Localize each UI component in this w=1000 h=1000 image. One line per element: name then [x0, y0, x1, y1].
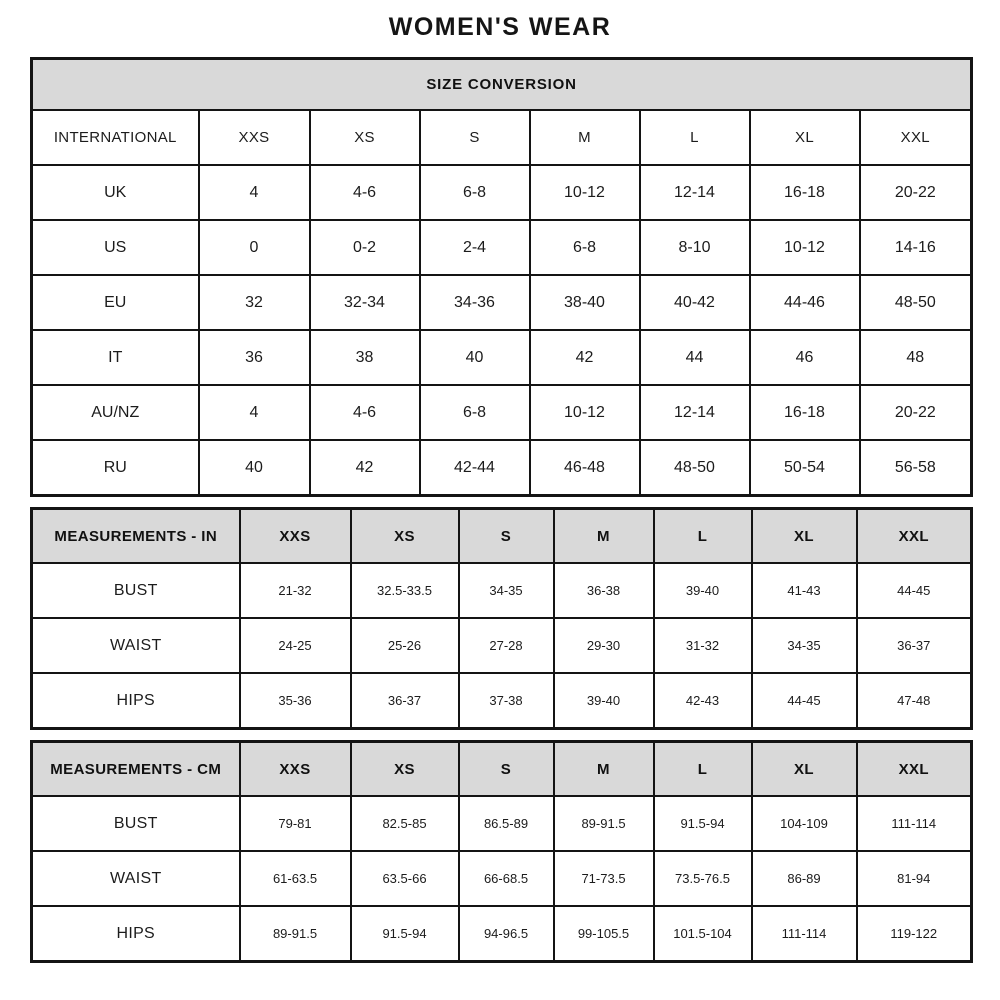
table-cell: 16-18 [750, 165, 860, 220]
table-cell: 4 [199, 385, 310, 440]
table-cell: 40 [199, 440, 310, 496]
table-cell: 94-96.5 [459, 906, 554, 962]
table-cell: 46 [750, 330, 860, 385]
table-cell: 42 [310, 440, 420, 496]
table-cell: 36-37 [857, 618, 972, 673]
table-cell: 12-14 [640, 385, 750, 440]
table-row [32, 796, 972, 851]
table-row [32, 330, 972, 385]
table-cell: 44-46 [750, 275, 860, 330]
table-cell: 27-28 [459, 618, 554, 673]
table-cell: 119-122 [857, 906, 972, 962]
table-cell: 44 [640, 330, 750, 385]
row-label: AU/NZ [32, 385, 199, 440]
table-header-label: MEASUREMENTS - CM [32, 742, 240, 797]
page-title: WOMEN'S WEAR [388, 13, 612, 41]
table-cell: 66-68.5 [459, 851, 554, 906]
table-banner-row [32, 59, 972, 111]
table-cell: 82.5-85 [351, 796, 459, 851]
size-column-header: XXL [857, 742, 972, 797]
table-cell: 89-91.5 [554, 796, 654, 851]
table-cell: 20-22 [860, 165, 972, 220]
table-cell: 32.5-33.5 [351, 563, 459, 618]
table-cell: 25-26 [351, 618, 459, 673]
table-cell: 37-38 [459, 673, 554, 729]
column-header: XL [750, 110, 860, 165]
table-cell: 41-43 [752, 563, 857, 618]
table-row [32, 275, 972, 330]
table-cell: 32-34 [310, 275, 420, 330]
table-cell: 46-48 [530, 440, 640, 496]
row-label: US [32, 220, 199, 275]
table-cell: 35-36 [240, 673, 351, 729]
table-cell: 99-105.5 [554, 906, 654, 962]
table-cell: 61-63.5 [240, 851, 351, 906]
table-cell: 63.5-66 [351, 851, 459, 906]
table-cell: 111-114 [857, 796, 972, 851]
size-column-header: XXL [857, 509, 972, 564]
table-cell: 44-45 [857, 563, 972, 618]
measurements-in-table [30, 507, 973, 730]
size-column-header: S [459, 742, 554, 797]
column-header-row [32, 110, 972, 165]
row-label: HIPS [32, 673, 240, 729]
table-banner: SIZE CONVERSION [32, 59, 972, 111]
row-label: HIPS [32, 906, 240, 962]
table-cell: 48-50 [640, 440, 750, 496]
table-row [32, 165, 972, 220]
table-cell: 48-50 [860, 275, 972, 330]
table-cell: 20-22 [860, 385, 972, 440]
table-cell: 6-8 [420, 165, 530, 220]
size-column-header: XS [351, 742, 459, 797]
size-column-header: XL [752, 742, 857, 797]
table-cell: 6-8 [530, 220, 640, 275]
table-header-row [32, 509, 972, 564]
table-cell: 86-89 [752, 851, 857, 906]
table-cell: 34-36 [420, 275, 530, 330]
size-column-header: XS [351, 509, 459, 564]
column-header: L [640, 110, 750, 165]
table-cell: 34-35 [459, 563, 554, 618]
table-row [32, 618, 972, 673]
column-header: INTERNATIONAL [32, 110, 199, 165]
row-label: IT [32, 330, 199, 385]
table-cell: 8-10 [640, 220, 750, 275]
table-row [32, 385, 972, 440]
row-label: RU [32, 440, 199, 496]
table-row [32, 563, 972, 618]
column-header: XXL [860, 110, 972, 165]
size-column-header: L [654, 509, 752, 564]
table-cell: 34-35 [752, 618, 857, 673]
table-cell: 48 [860, 330, 972, 385]
table-cell: 56-58 [860, 440, 972, 496]
table-cell: 31-32 [654, 618, 752, 673]
table-cell: 71-73.5 [554, 851, 654, 906]
table-header-label: MEASUREMENTS - IN [32, 509, 240, 564]
table-cell: 40 [420, 330, 530, 385]
table-cell: 81-94 [857, 851, 972, 906]
table-cell: 73.5-76.5 [654, 851, 752, 906]
column-header: XS [310, 110, 420, 165]
table-cell: 44-45 [752, 673, 857, 729]
table-header-row [32, 742, 972, 797]
table-cell: 38-40 [530, 275, 640, 330]
row-label: BUST [32, 563, 240, 618]
table-cell: 16-18 [750, 385, 860, 440]
table-row [32, 440, 972, 496]
table-cell: 91.5-94 [351, 906, 459, 962]
table-cell: 40-42 [640, 275, 750, 330]
table-cell: 111-114 [752, 906, 857, 962]
table-cell: 36-37 [351, 673, 459, 729]
size-conversion-table [30, 57, 973, 497]
measurements-cm-table [30, 740, 973, 963]
table-cell: 32 [199, 275, 310, 330]
row-label: EU [32, 275, 199, 330]
table-cell: 39-40 [654, 563, 752, 618]
table-cell: 36-38 [554, 563, 654, 618]
table-cell: 42 [530, 330, 640, 385]
column-header: XXS [199, 110, 310, 165]
size-column-header: XL [752, 509, 857, 564]
table-row [32, 220, 972, 275]
table-cell: 24-25 [240, 618, 351, 673]
table-cell: 10-12 [530, 385, 640, 440]
table-cell: 4-6 [310, 385, 420, 440]
table-cell: 42-43 [654, 673, 752, 729]
table-cell: 42-44 [420, 440, 530, 496]
size-column-header: XXS [240, 509, 351, 564]
table-cell: 47-48 [857, 673, 972, 729]
table-cell: 10-12 [530, 165, 640, 220]
row-label: UK [32, 165, 199, 220]
size-column-header: M [554, 509, 654, 564]
row-label: BUST [32, 796, 240, 851]
size-column-header: XXS [240, 742, 351, 797]
table-cell: 101.5-104 [654, 906, 752, 962]
table-cell: 91.5-94 [654, 796, 752, 851]
table-cell: 6-8 [420, 385, 530, 440]
table-row [32, 906, 972, 962]
table-cell: 0-2 [310, 220, 420, 275]
column-header: M [530, 110, 640, 165]
table-cell: 4-6 [310, 165, 420, 220]
table-cell: 50-54 [750, 440, 860, 496]
row-label: WAIST [32, 618, 240, 673]
table-row [32, 851, 972, 906]
table-cell: 4 [199, 165, 310, 220]
table-cell: 89-91.5 [240, 906, 351, 962]
table-cell: 21-32 [240, 563, 351, 618]
table-cell: 10-12 [750, 220, 860, 275]
table-cell: 29-30 [554, 618, 654, 673]
table-cell: 39-40 [554, 673, 654, 729]
column-header: S [420, 110, 530, 165]
table-cell: 86.5-89 [459, 796, 554, 851]
table-row [32, 673, 972, 729]
table-cell: 14-16 [860, 220, 972, 275]
size-column-header: L [654, 742, 752, 797]
table-cell: 12-14 [640, 165, 750, 220]
size-column-header: M [554, 742, 654, 797]
table-cell: 79-81 [240, 796, 351, 851]
table-cell: 104-109 [752, 796, 857, 851]
table-cell: 2-4 [420, 220, 530, 275]
table-cell: 38 [310, 330, 420, 385]
table-cell: 0 [199, 220, 310, 275]
table-cell: 36 [199, 330, 310, 385]
row-label: WAIST [32, 851, 240, 906]
size-column-header: S [459, 509, 554, 564]
